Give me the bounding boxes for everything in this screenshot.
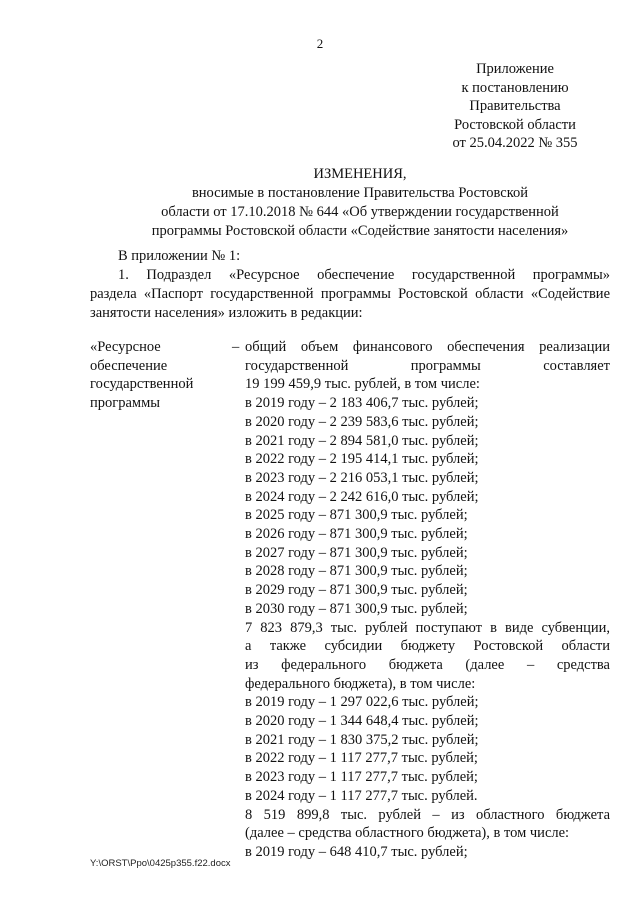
label-line: программы xyxy=(90,395,160,412)
year-line: в 2021 году – 2 894 581,0 тыс. рублей; xyxy=(245,432,479,449)
year-line: в 2024 году – 1 117 277,7 тыс. рублей. xyxy=(245,787,478,804)
label-line: «Ресурсное xyxy=(90,339,161,355)
year-line: в 2019 году – 1 297 022,6 тыс. рублей; xyxy=(245,694,479,711)
appendix-line: от 25.04.2022 № 355 xyxy=(452,135,578,151)
document-title xyxy=(80,165,640,241)
appendix-block xyxy=(430,60,600,153)
total-line: 19 199 459,9 тыс. рублей, в том числе: xyxy=(245,376,480,393)
intro-text xyxy=(90,247,610,323)
regional-line: (далее – средства областного бюджета), в том числе: xyxy=(245,825,570,842)
year-line: в 2028 году – 871 300,9 тыс. рублей; xyxy=(245,563,468,580)
year-line: в 2019 году – 648 410,7 тыс. рублей; xyxy=(245,843,468,860)
year-line: в 2023 году – 1 117 277,7 тыс. рублей; xyxy=(245,769,478,786)
regional-line: 8 519 899,8 тыс. рублей – из областного бюджета xyxy=(245,806,610,823)
section-content xyxy=(245,338,610,862)
title-line: вносимые в постановление Правительства Ростовской xyxy=(191,185,529,201)
page-number: 2 xyxy=(316,36,324,51)
total-line: государственной программы составляет xyxy=(245,357,610,374)
section-dash: – xyxy=(232,339,240,355)
title-line: области от 17.10.2018 № 644 «Об утверждении государственной xyxy=(161,204,559,220)
item-line: раздела «Паспорт государственной программы Ростовской области «Содействие xyxy=(90,286,610,302)
label-line: государственной xyxy=(90,376,194,393)
appendix-line: Ростовской области xyxy=(454,116,576,133)
label-line: обеспечение xyxy=(90,357,168,374)
year-line: в 2020 году – 1 344 648,4 тыс. рублей; xyxy=(245,713,479,730)
year-line: в 2030 году – 871 300,9 тыс. рублей; xyxy=(245,600,468,617)
year-line: в 2027 году – 871 300,9 тыс. рублей; xyxy=(245,544,468,561)
item-line: занятости населения» изложить в редакции: xyxy=(90,305,363,321)
year-line: в 2023 году – 2 216 053,1 тыс. рублей; xyxy=(245,469,479,486)
annex-line: В приложении № 1: xyxy=(118,248,241,264)
file-path-footer: Y:\ORST\Ppo\0425p355.f22.docx xyxy=(90,858,231,869)
year-line: в 2022 году – 1 117 277,7 тыс. рублей; xyxy=(245,750,478,767)
federal-line: а также субсидии бюджету Ростовской области xyxy=(245,638,610,655)
year-line: в 2021 году – 1 830 375,2 тыс. рублей; xyxy=(245,731,479,748)
appendix-line: Правительства xyxy=(469,98,561,114)
title-line: ИЗМЕНЕНИЯ, xyxy=(313,166,407,182)
year-line: в 2025 году – 871 300,9 тыс. рублей; xyxy=(245,507,468,524)
section-label xyxy=(90,338,230,413)
year-line: в 2019 году – 2 183 406,7 тыс. рублей; xyxy=(245,395,479,412)
federal-line: 7 823 879,3 тыс. рублей поступают в виде субвенции, xyxy=(245,619,610,636)
appendix-line: Приложение xyxy=(476,61,554,77)
appendix-line: к постановлению xyxy=(461,79,569,96)
item-line: 1. Подраздел «Ресурсное обеспечение государственной программы» xyxy=(118,267,610,283)
year-line: в 2026 году – 871 300,9 тыс. рублей; xyxy=(245,526,468,543)
federal-line: федерального бюджета), в том числе: xyxy=(245,675,476,692)
total-line: общий объем финансового обеспечения реализации xyxy=(245,339,610,355)
title-line: программы Ростовской области «Содействие занятости населения» xyxy=(151,223,569,239)
year-line: в 2020 году – 2 239 583,6 тыс. рублей; xyxy=(245,413,479,430)
year-line: в 2024 году – 2 242 616,0 тыс. рублей; xyxy=(245,488,479,505)
year-line: в 2022 году – 2 195 414,1 тыс. рублей; xyxy=(245,451,479,468)
federal-line: из федерального бюджета (далее – средства xyxy=(245,656,610,673)
year-line: в 2029 году – 871 300,9 тыс. рублей; xyxy=(245,582,468,599)
